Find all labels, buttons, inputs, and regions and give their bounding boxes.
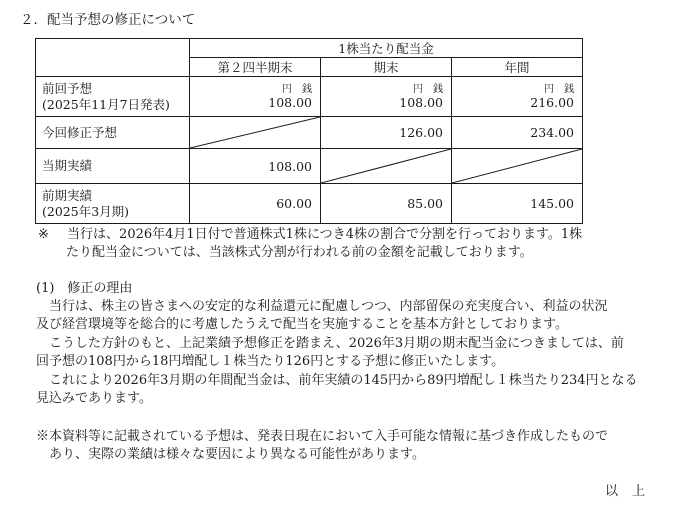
disclaimer-line1: ※本資料等に記載されている予想は、発表日現在において入手可能な情報に基づき作成したもので	[36, 429, 609, 444]
unit-label: 円 銭	[282, 83, 312, 95]
row-label: 当期実績	[36, 149, 190, 184]
col-header-year-end: 期末	[321, 58, 452, 77]
cell-year-end: 126.00	[321, 117, 452, 149]
cell-q2: 60.00	[190, 184, 321, 224]
note-mark: ※	[38, 227, 49, 242]
col-header-annual: 年間	[452, 58, 583, 77]
row-label-line1: 前回予想	[42, 80, 93, 96]
cell-q2: 108.00	[190, 149, 321, 184]
reason-line: これにより2026年3月期の年間配当金は、前年実績の145円から89円増配し１株当たり234円となる	[36, 373, 638, 388]
row-label-line2: (2025年11月7日発表)	[42, 96, 170, 112]
group-header: 1株当たり配当金	[190, 39, 583, 58]
row-label	[36, 77, 190, 117]
diagonal-line	[190, 117, 320, 148]
diagonal-cell	[190, 117, 321, 149]
value: 108.00	[399, 94, 443, 110]
reason-line: 当行は、株主の皆さまへの安定的な利益還元に配慮しつつ、内部留保の充実度合い、利益の状況	[36, 299, 608, 314]
row-label-line1: 前期実績	[42, 187, 93, 203]
row-label-line2: (2025年3月期)	[42, 203, 130, 219]
note-line1: 当行は、2026年4月1日付で普通株式1株につき4株の割合で分割を行っております。1株	[67, 227, 583, 242]
cell-year-end: 85.00	[321, 184, 452, 224]
cell-annual: 145.00	[452, 184, 583, 224]
cell-annual	[452, 77, 583, 117]
reason-line: 見込みであります。	[36, 391, 152, 406]
reason-heading: (1) 修正の理由	[36, 281, 133, 296]
split-note-line2: たり配当金については、当該株式分割が行われる前の金額を記載しております。	[66, 245, 533, 260]
split-note	[38, 226, 582, 245]
table-row	[36, 77, 583, 117]
cell-q2	[190, 77, 321, 117]
table-row	[36, 149, 583, 184]
unit-label: 円 銭	[544, 83, 574, 95]
disclaimer-line2: あり、実際の業績は様々な要因により異なる可能性があります。	[36, 447, 425, 462]
row-label: 今回修正予想	[36, 117, 190, 149]
cell-year-end	[321, 77, 452, 117]
dividend-table	[35, 38, 583, 224]
table-row	[36, 117, 583, 149]
section-title: ２．配当予想の修正について	[20, 12, 196, 28]
table-corner-cell	[36, 39, 190, 77]
diagonal-cell	[321, 149, 452, 184]
table-row	[36, 184, 583, 224]
diagonal-line	[452, 149, 582, 183]
unit-label: 円 銭	[413, 83, 443, 95]
value: 216.00	[530, 94, 574, 110]
reason-line: こうした方針のもと、上記業績予想修正を踏まえ、2026年3月期の期末配当金につきましては、前	[36, 336, 624, 351]
col-header-q2: 第２四半期末	[190, 58, 321, 77]
row-label	[36, 184, 190, 224]
value: 108.00	[268, 94, 312, 110]
diagonal-line	[321, 149, 451, 183]
end-mark: 以上	[604, 484, 659, 499]
cell-annual: 234.00	[452, 117, 583, 149]
reason-line: 回予想の108円から18円増配し１株当たり126円とする予想に修正いたします。	[36, 354, 505, 369]
reason-line: 及び経営環境等を総合的に考慮したうえで配当を実施することを基本方針としております。	[36, 317, 568, 332]
diagonal-cell	[452, 149, 583, 184]
